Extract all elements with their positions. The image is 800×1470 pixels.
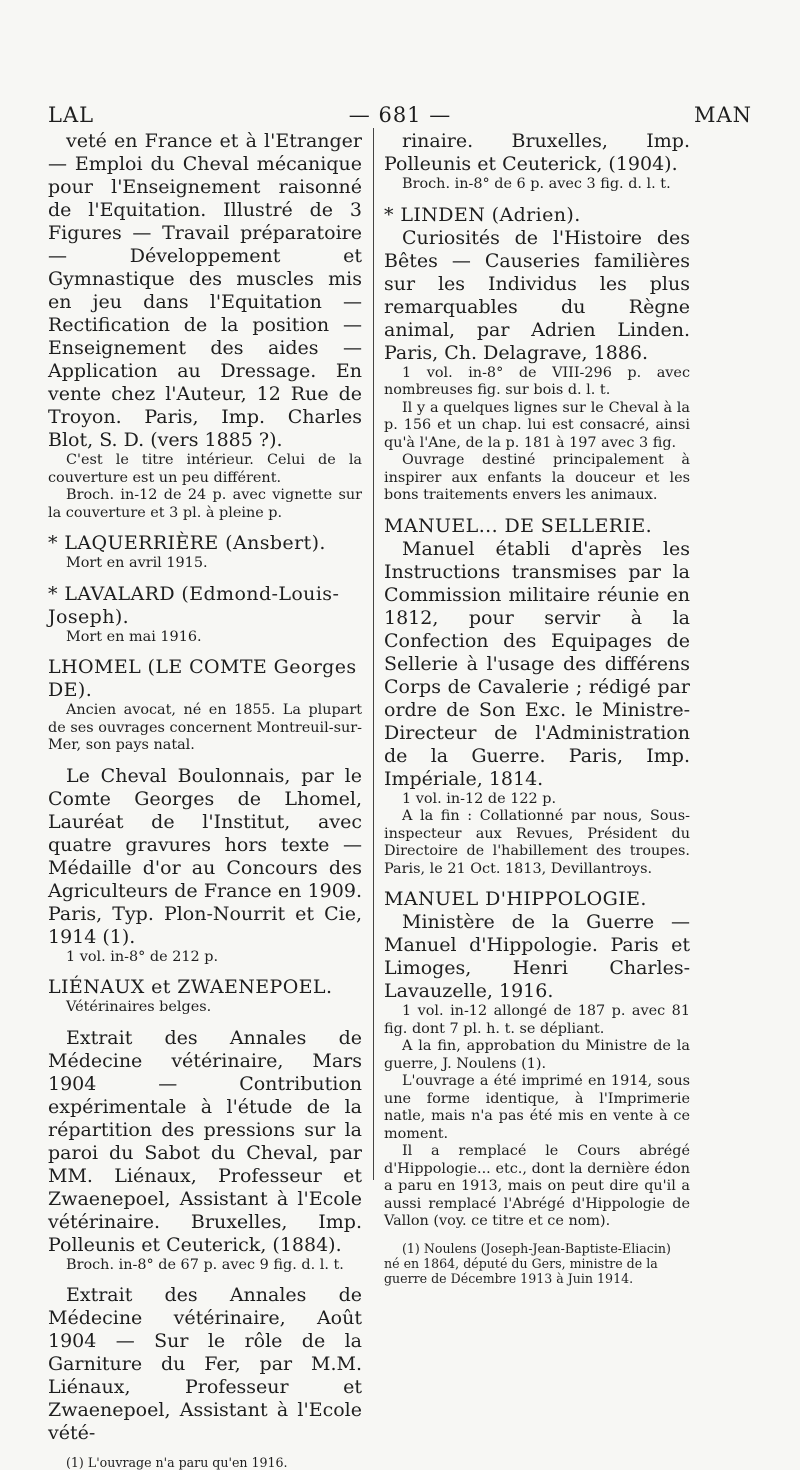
- entry-heading: * LAVALARD (Edmond-Louis-Joseph).: [48, 582, 340, 628]
- entry-note: A la fin : Collationné par nous, Sous-inspecteur aux Revues, Président du Directoire de l'habillement des troupes. Paris, le 21 Oct. 1813, Devillantroys.: [384, 808, 690, 877]
- entry-note: 1 vol. in-8° de VIII-296 p. avec nombreuses fig. sur bois d. l. t.: [384, 364, 690, 398]
- entry-heading: MANUEL D'HIPPOLOGIE.: [384, 888, 647, 910]
- entry-title-text: Extrait des Annales de Médecine vétérinaire, Mars 1904 — Contribution expérimentale à l'étude de la répartition des pressions sur la paroi du Sabot du Cheval, par MM. Liénaux, Professeur et Zwaenepoel, Assistant à l'Ecole vétérinaire. Bruxelles, Imp. Polleunis et Ceuterick, (1884).: [48, 1026, 362, 1256]
- entry-heading: * LAQUERRIÈRE (Ansbert).: [48, 532, 326, 554]
- entry-heading: LHOMEL (LE COMTE Georges DE).: [48, 656, 357, 701]
- running-header: [48, 103, 752, 131]
- entry-note: Vétérinaires belges.: [66, 999, 212, 1015]
- entry-note: A la fin, approbation du Ministre de la guerre, J. Noulens (1).: [384, 1038, 690, 1072]
- entry-note: Broch. in-8° de 6 p. avec 3 fig. d. l. t.: [402, 176, 671, 192]
- entry-title-text: Curiosités de l'Histoire des Bêtes — Causeries familières sur les Individus les plus remarquables du Règne animal, par Adrien Linden. Paris, Ch. Delagrave, 1886.: [384, 226, 690, 364]
- footnote: (1) L'ouvrage n'a paru qu'en 1916.: [66, 1455, 288, 1470]
- entry-note: Broch. in-8° de 67 p. avec 9 fig. d. l. t.: [66, 1256, 344, 1273]
- entry-note: Il a remplacé le Cours abrégé d'Hippologie... etc., dont la dernière édon a paru en 1913, mais on peut dire qu'il a aussi remplacé l'Abrégé d'Hippologie de Vallon (voy. ce titre et ce nom).: [384, 1143, 690, 1229]
- entry-title-text: Ministère de la Guerre — Manuel d'Hippologie. Paris et Limoges, Henri Charles-Lavauzelle, 1916.: [384, 911, 690, 1002]
- header-left: LAL: [48, 103, 95, 127]
- right-column: [384, 130, 690, 1286]
- entry-title-text: rinaire. Bruxelles, Imp. Polleunis et Ceuterick, (1904).: [384, 130, 690, 175]
- footnote: (1) Noulens (Joseph-Jean-Baptiste-Eliacin) né en 1864, député du Gers, ministre de la guerre de Décembre 1913 à Juin 1914.: [384, 1240, 671, 1286]
- entry-title-text: Extrait des Annales de Médecine vétérinaire, Août 1904 — Sur le rôle de la Garniture du Fer, par M.M. Liénaux, Professeur et Zwaenepoel, Assistant à l'Ecole vété-: [48, 1284, 362, 1444]
- entry-note: L'ouvrage a été imprimé en 1914, sous une forme identique, à l'Imprimerie natle, mais n'a pas été mis en vente à ce moment.: [384, 1073, 690, 1142]
- entry-note: 1 vol. in-12 allongé de 187 p. avec 81 fig. dont 7 pl. h. t. se dépliant.: [384, 1003, 690, 1037]
- page-number: — 681 —: [348, 103, 452, 127]
- entry-note: 1 vol. in-12 de 122 p.: [402, 790, 557, 807]
- header-right: MAN: [693, 103, 752, 127]
- entry-note: Il y a quelques lignes sur le Cheval à la p. 156 et un chap. lui est consacré, ainsi qu'à l'Ane, de la p. 181 à 197 avec 3 fig.: [384, 399, 690, 451]
- column-divider: [373, 128, 374, 1180]
- entry-heading: LIÉNAUX et ZWAENEPOEL.: [48, 976, 333, 998]
- entry-note: Mort en mai 1916.: [66, 628, 202, 645]
- entry-note: Ancien avocat, né en 1855. La plupart de ses ouvrages concernent Montreuil-sur-Mer, son pays natal.: [48, 702, 362, 753]
- entry-note: Mort en avril 1915.: [66, 555, 208, 571]
- entry-heading: MANUEL... DE SELLERIE.: [384, 514, 653, 537]
- entry-heading: * LINDEN (Adrien).: [384, 203, 581, 226]
- left-column: [48, 130, 362, 1470]
- entry-note: 1 vol. in-8° de 212 p.: [66, 948, 219, 965]
- entry-note: Ouvrage destiné principalement à inspirer aux enfants la douceur et les bons traitements envers les animaux.: [384, 452, 690, 503]
- entry-title-text: veté en France et à l'Etranger — Emploi du Cheval mécanique pour l'Enseignement raisonné de l'Equitation. Illustré de 3 Figures — Travail préparatoire — Développement et Gymnastique des muscles mis en jeu dans l'Equitation — Rectification de la position — Enseignement des aides — Application au Dressage. En vente chez l'Auteur, 12 Rue de Troyon. Paris, Imp. Charles Blot, S. D. (vers 1885 ?).: [48, 130, 362, 451]
- entry-note: C'est le titre intérieur. Celui de la couverture est un peu différent.: [48, 452, 362, 486]
- entry-title-text: Le Cheval Boulonnais, par le Comte Georges de Lhomel, Lauréat de l'Institut, avec quatre gravures hors texte — Médaille d'or au Concours des Agriculteurs de France en 1909. Paris, Typ. Plon-Nourrit et Cie, 1914 (1).: [48, 764, 362, 948]
- entry-title-text: Manuel établi d'après les Instructions transmises par la Commission militaire réunie en 1812, pour servir à la Confection des Equipages de Sellerie à l'usage des différens Corps de Cavalerie ; rédigé par ordre de Son Exc. le Ministre-Directeur de l'Administration de la Guerre. Paris, Imp. Impériale, 1814.: [384, 537, 690, 790]
- entry-note: Broch. in-12 de 24 p. avec vignette sur la couverture et 3 pl. à pleine p.: [48, 487, 362, 521]
